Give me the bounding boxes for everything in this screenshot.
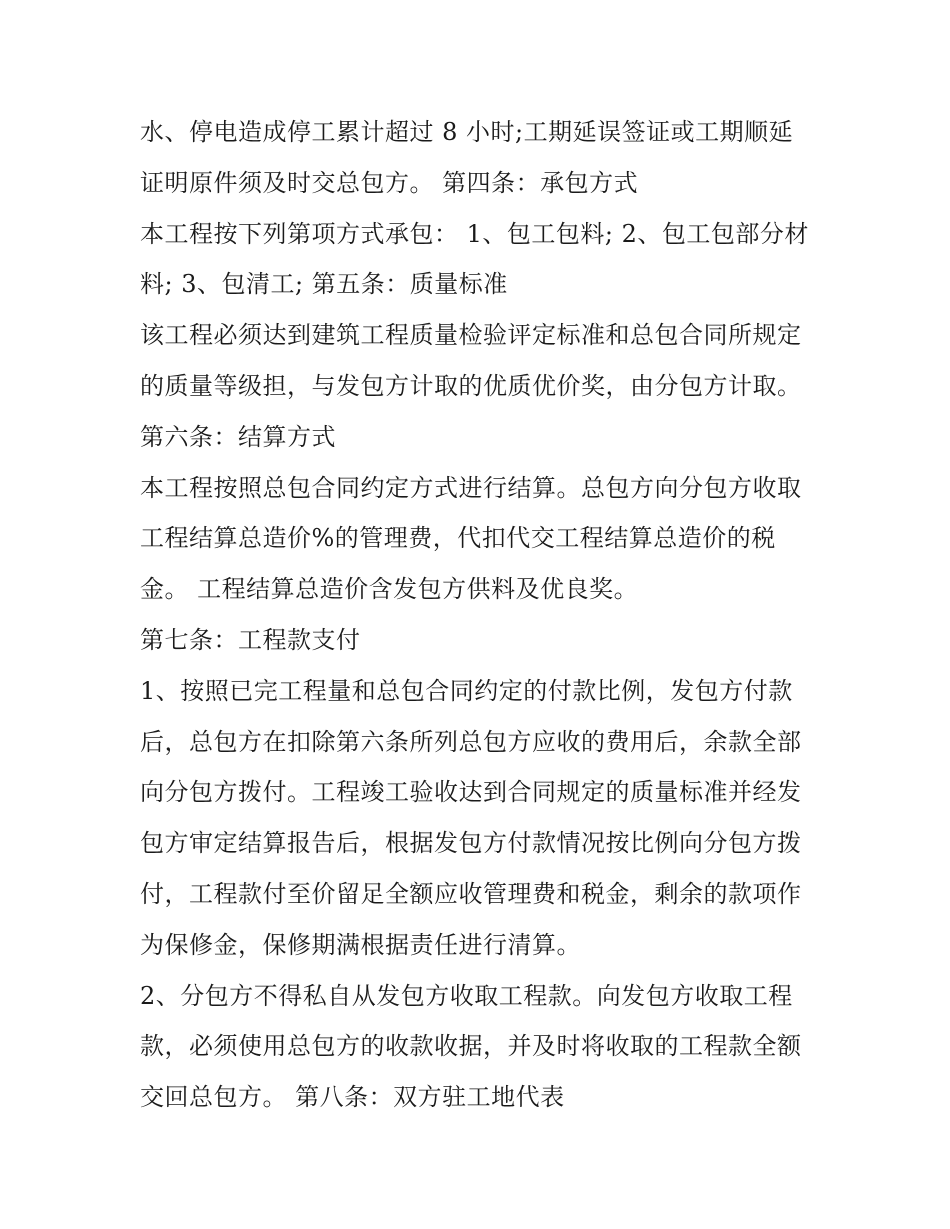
text-line: 本工程按下列第项方式承包： 1、包工包料; 2、包工包部分材	[140, 219, 809, 248]
section-heading: 第七条：工程款支付	[140, 625, 361, 654]
text-line: 后，总包方在扣除第六条所列总包方应收的费用后，余款全部	[140, 727, 802, 756]
document-body	[140, 107, 820, 1123]
text-line: 交回总包方。 第八条：双方驻工地代表	[140, 1083, 565, 1112]
text-line: 为保修金，保修期满根据责任进行清算。	[140, 930, 581, 959]
text-line: 金。 工程结算总造价含发包方供料及优良奖。	[140, 575, 639, 604]
text-line: 本工程按照总包合同约定方式进行结算。总包方向分包方收取	[140, 473, 802, 502]
section-heading: 第六条：结算方式	[140, 422, 336, 451]
text-line: 工程结算总造价%的管理费，代扣代交工程结算总造价的税	[140, 524, 776, 553]
text-line: 包方审定结算报告后，根据发包方付款情况按比例向分包方拨	[140, 829, 802, 858]
text-line: 该工程必须达到建筑工程质量检验评定标准和总包合同所规定	[140, 321, 802, 350]
text-line: 向分包方拨付。工程竣工验收达到合同规定的质量标准并经发	[140, 778, 802, 807]
text-line: 的质量等级担，与发包方计取的优质优价奖，由分包方计取。	[140, 371, 802, 400]
text-line: 付，工程款付至价留足全额应收管理费和税金，剩余的款项作	[140, 879, 802, 908]
text-line: 1、按照已完工程量和总包合同约定的付款比例，发包方付款	[140, 676, 793, 705]
text-line: 水、停电造成停工累计超过 8 小时;工期延误签证或工期顺延	[140, 118, 794, 146]
text-line: 款，必须使用总包方的收款收据，并及时将收取的工程款全额	[140, 1032, 802, 1061]
text-line: 2、分包方不得私自从发包方收取工程款。向发包方收取工程	[140, 981, 793, 1010]
text-line: 证明原件须及时交总包方。 第四条：承包方式	[140, 168, 639, 197]
text-line: 料; 3、包清工; 第五条：质量标准	[140, 270, 508, 299]
